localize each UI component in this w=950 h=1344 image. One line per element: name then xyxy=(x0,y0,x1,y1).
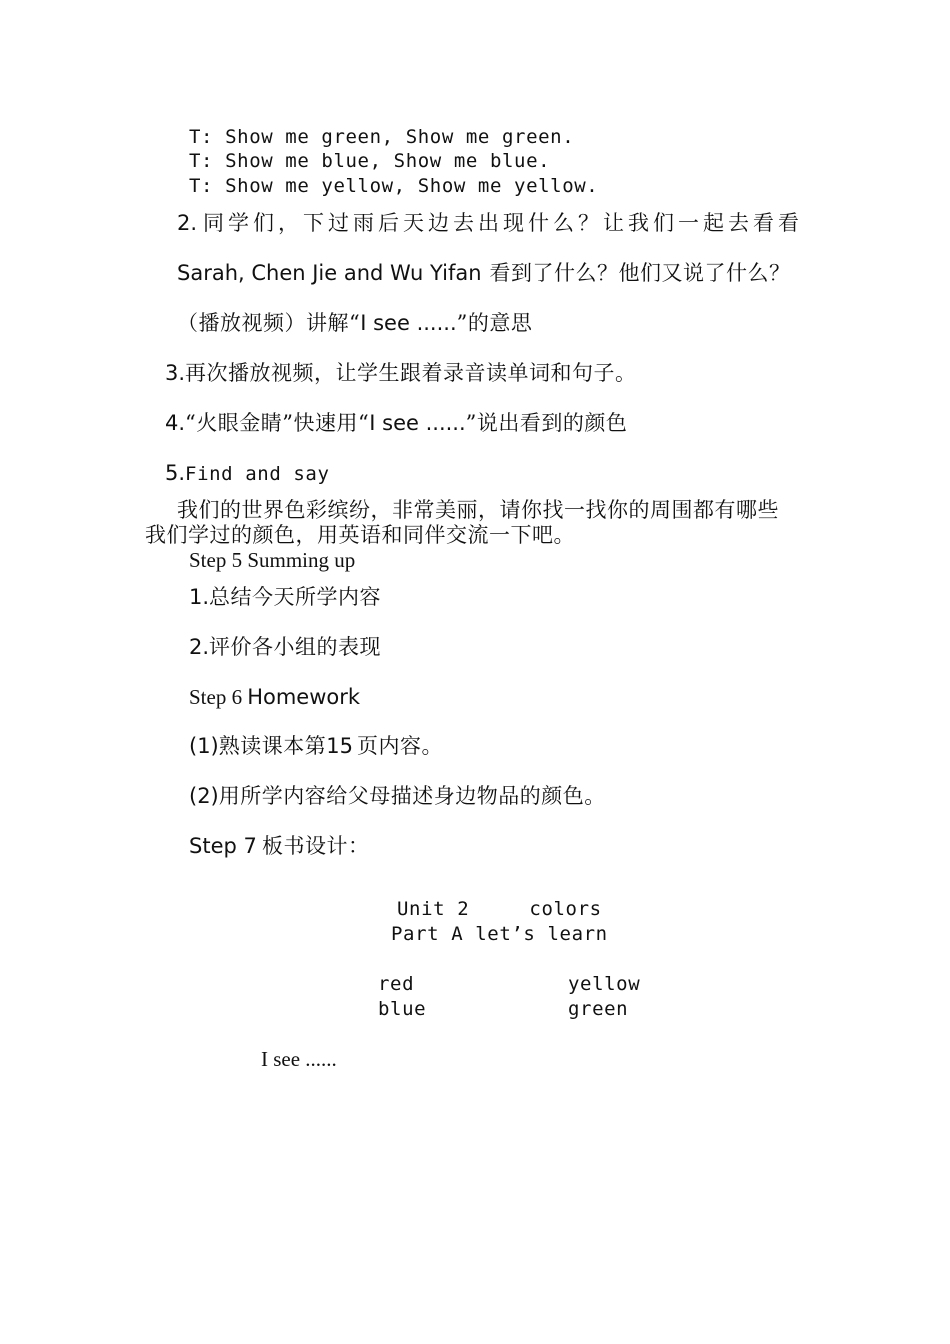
summary-2 xyxy=(189,637,381,658)
item-3-number: 3. xyxy=(165,361,186,385)
item-5 xyxy=(165,463,330,484)
item-4 xyxy=(165,413,627,434)
word-yellow: yellow xyxy=(568,973,641,995)
step-7-text: 板书设计： xyxy=(261,834,370,858)
homework-1-a: 熟读课本第 xyxy=(218,734,327,758)
item-4-phrase: I see ...... xyxy=(369,411,466,435)
homework-1-page: 15 xyxy=(326,734,353,758)
step-7-heading xyxy=(189,836,369,857)
t-line-green: T: Show me green, Show me green. xyxy=(189,126,575,148)
summary-2-text: 评价各小组的表现 xyxy=(209,635,382,659)
board-sentence: I see ...... xyxy=(261,1047,337,1071)
t-line-yellow: T: Show me yellow, Show me yellow. xyxy=(189,175,599,197)
item-4-a: “火眼金睛”快速用“ xyxy=(185,411,370,435)
summary-1-text: 总结今天所学内容 xyxy=(209,585,382,609)
homework-1 xyxy=(189,736,443,757)
word-green: green xyxy=(568,998,629,1020)
homework-2 xyxy=(189,786,606,807)
homework-2-text: 用所学内容给父母描述身边物品的颜色。 xyxy=(218,784,606,808)
item-2-line-3-a: （播放视频）讲解“ xyxy=(177,311,361,335)
board-title: Unit 2 colors xyxy=(397,898,602,920)
word-blue: blue xyxy=(378,998,427,1020)
homework-label: Homework xyxy=(247,685,361,709)
item-2-line-2 xyxy=(177,263,791,284)
item-2-line-2-rest: 看到了什么？他们又说了什么？ xyxy=(489,261,791,285)
item-2-line-1 xyxy=(177,213,803,234)
t-line-blue: T: Show me blue, Show me blue. xyxy=(189,150,551,172)
item-2-line-3-c: ”的意思 xyxy=(456,311,533,335)
item-2-names: Sarah, Chen Jie and Wu Yifan xyxy=(177,261,482,285)
item-5-number: 5. xyxy=(165,461,186,485)
item-4-c: ”说出看到的颜色 xyxy=(465,411,628,435)
paragraph-line-2: 我们学过的颜色，用英语和同伴交流一下吧。 xyxy=(145,523,575,547)
item-5-text: Find and say xyxy=(185,463,330,485)
homework-1-number: (1) xyxy=(189,734,219,758)
homework-2-number: (2) xyxy=(189,784,219,808)
item-2-number: 2. xyxy=(177,211,198,235)
step-5-heading: Step 5 Summing up xyxy=(189,548,356,572)
paragraph-line-1: 我们的世界色彩缤纷，非常美丽，请你找一找你的周围都有哪些 xyxy=(177,498,779,522)
item-2-line-3 xyxy=(177,313,532,334)
board-subtitle: Part A let’s learn xyxy=(391,923,608,945)
item-2-text: 同学们，下过雨后天边去出现什么？让我们一起去看看 xyxy=(203,211,804,235)
step-6-label: Step 6 xyxy=(189,685,243,709)
item-2-phrase: I see ...... xyxy=(360,311,457,335)
step-6-heading xyxy=(189,687,360,708)
item-3-text: 再次播放视频，让学生跟着录音读单词和句子。 xyxy=(185,361,637,385)
summary-2-number: 2. xyxy=(189,635,210,659)
summary-1 xyxy=(189,587,381,608)
word-red: red xyxy=(378,973,415,995)
step-7-label: Step 7 xyxy=(189,834,257,858)
item-4-number: 4. xyxy=(165,411,186,435)
summary-1-number: 1. xyxy=(189,585,210,609)
item-3 xyxy=(165,363,637,384)
homework-1-b: 页内容。 xyxy=(356,734,443,758)
